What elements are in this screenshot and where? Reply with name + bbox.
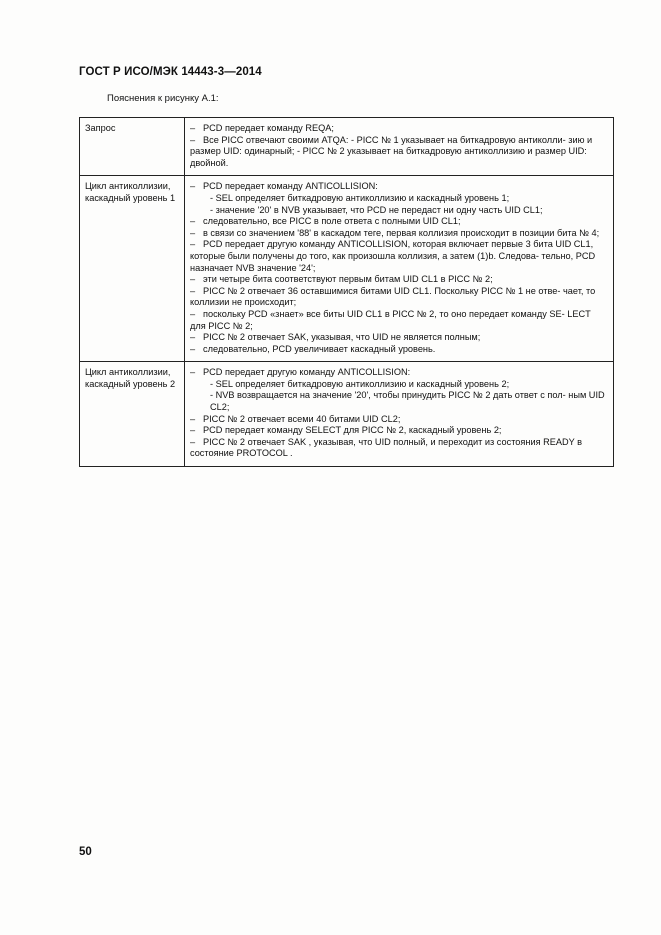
list-item-text: PICC № 2 отвечает всеми 40 битами UID CL2; (203, 413, 401, 424)
list-item (190, 286, 607, 309)
list-item (190, 123, 607, 135)
list-item-text: - NVB возвращается на значение '20', чтобы принудить PICC № 2 дать ответ с пол- ным UID CL2; (210, 390, 605, 413)
list-item-text: - значение '20' в NVB указывает, что PCD не передаст ни одну часть UID CL1; (210, 204, 543, 215)
bullet-dash: – (190, 181, 196, 192)
bullet-dash: – (190, 123, 196, 133)
list-item-text: - SEL определяет биткадровую антиколлизию и каскадный уровень 1; (210, 192, 510, 203)
row-content (185, 362, 614, 467)
figure-caption: Пояснения к рисунку А.1: (107, 93, 219, 104)
list-item (190, 390, 607, 413)
bullet-dash: – (190, 274, 196, 285)
list-item (190, 228, 607, 240)
table-row (80, 118, 614, 176)
list-item-text: Все PICC отвечают своими ATQA: - PICC № 1 указывает на биткадровую антиколли- зию и размер UID: одинарный; - PICC № 2 указывает на биткадровую антиколлизию и размер UID: двойной. (190, 134, 593, 168)
list-item (190, 216, 607, 228)
list-item-text: PICC № 2 отвечает SAK, указывая, что UID не является полным; (203, 332, 481, 343)
list-item (190, 205, 607, 217)
list-item-text: следовательно, все PICC в поле ответа с полными UID CL1; (203, 216, 461, 227)
row-content (185, 176, 614, 362)
document-header: ГОСТ Р ИСО/МЭК 14443-3—2014 (79, 66, 262, 78)
list-item (190, 425, 607, 437)
table-row (80, 362, 614, 467)
list-item-text: следовательно, PCD увеличивает каскадный уровень. (203, 343, 436, 354)
list-item (190, 379, 607, 391)
bullet-dash: – (190, 367, 196, 378)
list-item (190, 367, 607, 379)
list-item (190, 344, 607, 356)
list-item-text: PICC № 2 отвечает 36 оставшимися битами UID CL1. Поскольку PICC № 1 не отве- чает, то коллизии не происходит; (190, 285, 596, 308)
bullet-dash: – (190, 285, 196, 296)
list-item (190, 239, 607, 274)
list-item (190, 309, 607, 332)
list-item-text: PCD передает команду ANTICOLLISION: (203, 181, 378, 192)
list-item-text: PCD передает другую команду ANTICOLLISION, которая включает первые 3 бита UID CL1, которые были получены до того, как произошла коллизия, а затем (1)b. Следова- тельно, PCD назначает NVB значение '24'; (190, 239, 596, 273)
list-item (190, 181, 607, 193)
list-item (190, 332, 607, 344)
explanation-table (79, 117, 614, 467)
row-content (185, 118, 614, 176)
list-item (190, 274, 607, 286)
list-item-text: эти четыре бита соответствуют первым битам UID CL1 в PICC № 2; (203, 274, 493, 285)
list-item-text: - SEL определяет биткадровую антиколлизию и каскадный уровень 2; (210, 378, 510, 389)
bullet-dash: – (190, 436, 196, 447)
table-row (80, 176, 614, 362)
bullet-dash: – (190, 239, 196, 250)
list-item (190, 135, 607, 170)
list-item-text: PCD передает другую команду ANTICOLLISION: (203, 367, 411, 378)
list-item (190, 414, 607, 426)
list-item (190, 193, 607, 205)
bullet-dash: – (190, 216, 196, 227)
bullet-dash: – (190, 308, 196, 319)
bullet-dash: – (190, 134, 196, 145)
list-item-text: поскольку PCD «знает» все биты UID CL1 в PICC № 2, то оно передает команду SE- LECT для PICC № 2; (190, 308, 591, 331)
list-item-text: в связи со значением '88' в каскадом теге, первая коллизия происходит в позиции бита № 4; (203, 227, 600, 238)
row-label: Цикл антиколлизии, каскадный уровень 2 (80, 362, 185, 467)
row-label: Запрос (80, 118, 185, 176)
bullet-dash: – (190, 425, 196, 436)
bullet-dash: – (190, 332, 196, 343)
list-item (190, 437, 607, 460)
list-item-text: PCD передает команду SELECT для PICC № 2, каскадный уровень 2; (203, 425, 502, 436)
list-item-text: PCD передает команду REQA; (203, 123, 334, 133)
bullet-dash: – (190, 413, 196, 424)
bullet-dash: – (190, 343, 196, 354)
list-item-text: PICC № 2 отвечает SAK , указывая, что UID полный, и переходит из состояния READY в состояние PROTOCOL . (190, 436, 583, 459)
page-number: 50 (79, 846, 92, 858)
bullet-dash: – (190, 227, 196, 238)
row-label: Цикл антиколлизии, каскадный уровень 1 (80, 176, 185, 362)
